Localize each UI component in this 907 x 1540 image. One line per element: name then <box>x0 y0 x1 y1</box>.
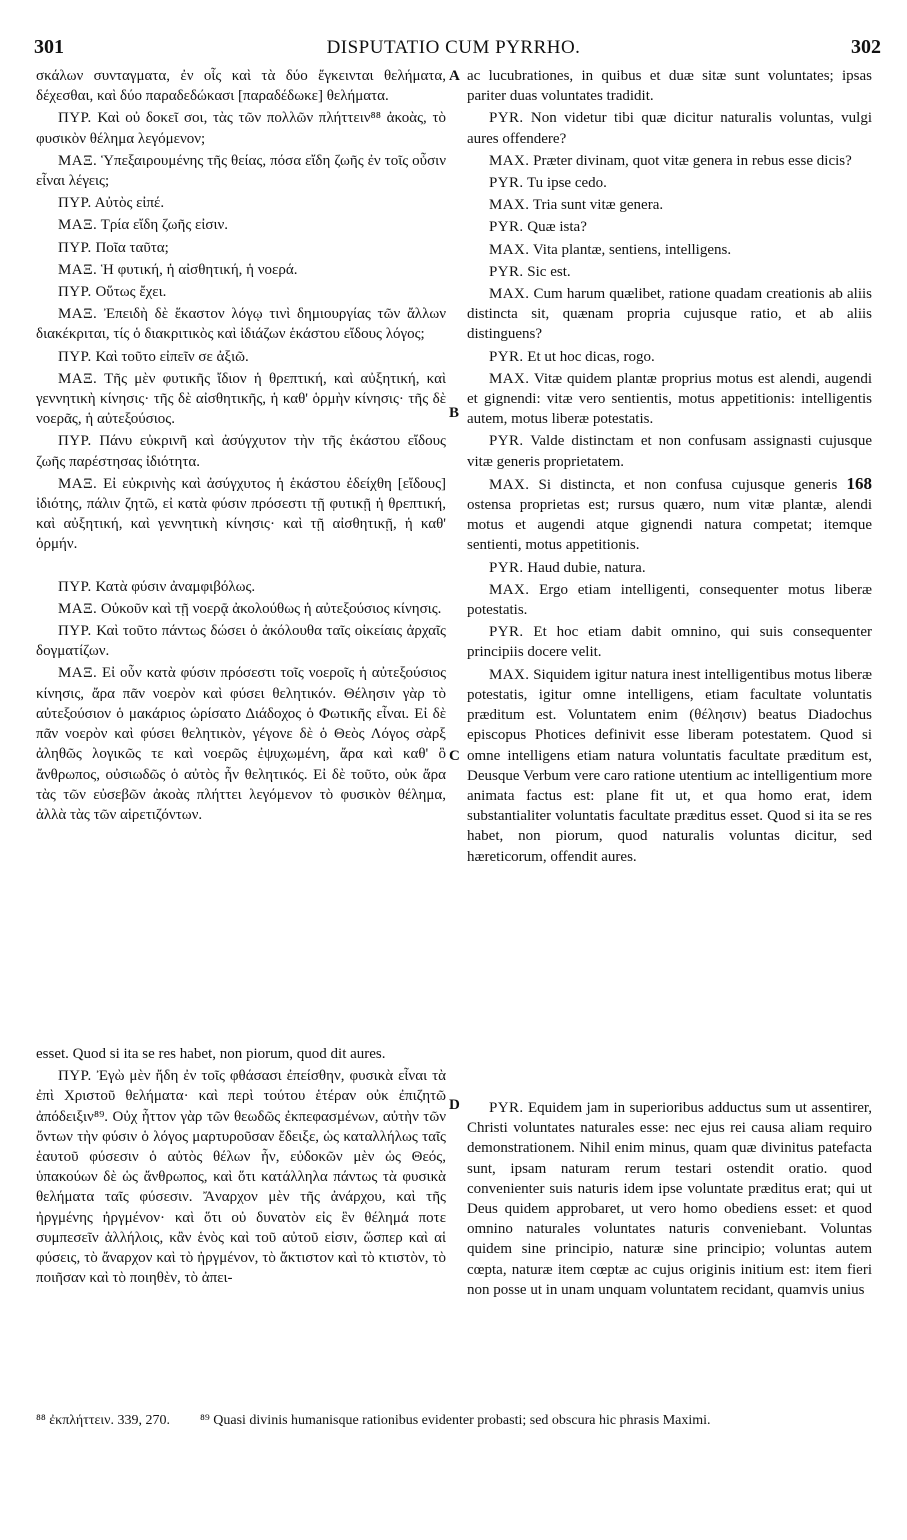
greek-paragraph: ΜΑΞ. Οὐκοῦν καὶ τῇ νοερᾷ ἀκολούθως ἡ αὐτεξούσιος κίνησις. <box>58 600 442 617</box>
speaker-label: PYR. <box>489 110 524 127</box>
latin-paragraph: PYR. Equidem jam in superioribus adductus sum ut assentirer, Christi voluntates naturales esse: nec ejus rei causa aliam requiro demonstrationem. Nihil enim minus, quam quæ divinitus patefacta sunt, ipsam naturam rerum testari ostendit oratio. quod convenienter suis naturis idem ipse voluntate præditus erat; qui ut Deus quidem approbaret, ut vero homo obediens esset: et quod omnino naturales voluntates naturis conveniebant. Voluntas quidem sine principio, naturæ sine principio; voluntas autem cœpta, naturæ item cœptæ ac cujus originis initium est: item fieri non posse ut in unam unquam voluntatem recidant, quamvis unius <box>467 1100 872 1298</box>
speaker-label: ΜΑΞ. <box>58 261 98 278</box>
latin-column <box>467 66 872 869</box>
speaker-label: ΠΥΡ. <box>58 195 92 212</box>
speaker-label: PYR. <box>489 348 524 365</box>
greek-paragraph: ΜΑΞ. Ἡ φυτική, ἡ αἰσθητική, ἡ νοερά. <box>58 261 298 278</box>
footnote-88: ⁸⁸ ἐκπλήττειν. 339, 270. <box>36 1413 170 1428</box>
speaker-label: ΠΥΡ. <box>58 348 92 365</box>
latin-paragraph: PYR. Sic est. <box>489 263 571 280</box>
speaker-label: ΜΑΞ. <box>58 217 98 234</box>
greek-paragraph: ΜΑΞ. Τρία εἴδη ζωῆς εἰσιν. <box>58 217 229 234</box>
running-title: DISPUTATIO CUM PYRRHO. <box>326 37 581 58</box>
speaker-label: ΜΑΞ. <box>58 370 98 387</box>
margin-marker-d: D <box>449 1097 460 1113</box>
greek-paragraph: ΠΥΡ. Πάνυ εὐκρινῆ καὶ ἀσύγχυτον τὴν τῆς ἑκάστου εἴδους ζωῆς παρέστησας ἰδιότητα. <box>36 433 446 470</box>
greek-paragraph: ΜΑΞ. Εἰ εὐκρινὴς καὶ ἀσύγχυτος ἡ ἑκάστου ἐδείχθη [εἴδους] ἰδιότης, πάλιν ζητῶ, εἰ κατὰ φύσιν πρόσεστι τῇ φυτικῇ ἡ θρεπτική, καὶ αὐξητική, καὶ γεννητικὴ κίνησις· καὶ τῇ αἰσθητικῇ, ἡ καθ' ὁρμήν. <box>36 475 447 553</box>
greek-paragraph: ΜΑΞ. Ἐπειδὴ δὲ ἕκαστον λόγῳ τινὶ δημιουργίας τῶν ἄλλων διακέκριται, τίς ὁ διακριτικὸς καὶ ἰδιάζων ἑκάστου εἴδους λόγος; <box>36 306 447 343</box>
speaker-label: PYR. <box>489 624 524 641</box>
speaker-label: ΠΥΡ. <box>58 623 92 640</box>
margin-marker-a: A <box>449 68 460 84</box>
greek-paragraph: ΜΑΞ. Τῆς μὲν φυτικῆς ἴδιον ἡ θρεπτική, καὶ αὐξητική, καὶ γεννητικὴ κίνησις· τῆς δὲ αἰσθητικῆς, ἡ καθ' ὁρμὴν κίνησις· τῆς δὲ νοερᾶς, ἡ αὐτεξούσιος. <box>36 370 446 428</box>
speaker-label: PYR. <box>489 175 524 192</box>
latin-paragraph: PYR. Quæ ista? <box>489 219 587 236</box>
margin-marker-b: B <box>449 405 460 421</box>
speaker-label: ΜΑΞ. <box>58 152 98 169</box>
greek-column <box>36 66 446 827</box>
speaker-label: ΜΑΞ. <box>58 665 98 682</box>
margin-marker-c: C <box>449 748 460 764</box>
greek-column-bottom <box>36 1044 446 1290</box>
greek-paragraph: ΠΥΡ. Αὐτὸς εἰπέ. <box>58 195 165 212</box>
left-page-number: 301 <box>34 36 64 58</box>
speaker-label: ΠΥΡ. <box>58 284 92 301</box>
latin-paragraph: PYR. Non videtur tibi quæ dicitur naturalis voluntas, vulgi aures offendere? <box>467 110 872 147</box>
greek-paragraph: ΠΥΡ. Ἐγὼ μὲν ἤδη ἐν τοῖς φθάσασι ἐπείσθην, φυσικὰ εἶναι τὰ ἐπὶ Χριστοῦ θελήματα· καὶ περὶ τούτου ἑτέραν οὐκ ἐπιζητῶ ἀπόδειξιν⁸⁹. Οὐχ ἧττον γὰρ τῶν θεωδῶς ἐκπεφασμένων, αὐτὴν τῶν ὄντων τὴν φύσιν ὁ λόγος μαρτυροῦσαν ἔδειξε, ὡς καταλλήλως ταῖς ἑαυτοῦ φύσεσιν ὁ αὐτὸς θέλων ἦν, εὐδοκῶν μὲν ὡς Θεός, ὑπακούων δὲ ὡς ἄνθρωπος, καὶ ὅτι κατάλληλα πάντως τὰ φυσικὰ θελήματα ταῖς φύσεσιν. Ἄναρχον μὲν τῆς ἀνάρχου, καὶ τῆς ἠργμένης ἠργμένον· καὶ ὅτι οὐ δυνατὸν εἰς ἓν θέλημά ποτε συμπεσεῖν ἀλλήλοις, κἂν ἑνὸς καὶ τοῦ αὐτοῦ εἰσιν, ὥσπερ καὶ αἱ φύσεις, τὸ ἄναρχον καὶ τὸ ἠργμένον, τὸ ἄκτιστον καὶ τὸ κτιστὸν, τὸ ποιῆσαν καὶ τὸ ποιηθὲν, τὸ ἀπει- <box>36 1068 446 1287</box>
speaker-label: PYR. <box>489 433 524 450</box>
speaker-label: MAX. <box>489 476 530 493</box>
column-number: 168 <box>846 473 873 493</box>
latin-paragraph: MAX. Vita plantæ, sentiens, intelligens. <box>489 241 732 258</box>
speaker-label: PYR. <box>489 219 524 236</box>
greek-paragraph: ΜΑΞ. Εἰ οὖν κατὰ φύσιν πρόσεστι τοῖς νοεροῖς ἡ αὐτεξούσιος κίνησις, ἄρα πᾶν νοερὸν καὶ φύσει θελητικόν. Θέλησιν γὰρ τὸ αὐτεξούσιον ὁ μακάριος ὡρίσατο Διάδοχος ὁ Φωτικῆς εἶναι. Εἰ δὲ πᾶν νοερὸν καὶ φύσει θελητικὸν, γέγονε δὲ ὁ Θεὸς Λόγος σὰρξ ἀληθῶς λογικῶς τε καὶ νοερῶς ἐψυχωμένη, ἄρα καὶ καθ' ὃ ἄνθρωπος, οὐσιωδῶς ὁ αὐτὸς ἦν θελητικός. Εἰ δὲ τοῦτο, οὐκ ἄρα τὰς τῶν εὐσεβῶν ἀκοὰς πλήττει λεγόμενον τὸ φυσικὸν θέλημα, ἀλλὰ τὰς τῶν αἱρετιζόντων. <box>36 665 447 823</box>
speaker-label: ΜΑΞ. <box>58 475 98 492</box>
greek-paragraph: ΠΥΡ. Καὶ οὐ δοκεῖ σοι, τὰς τῶν πολλῶν πλήττειν⁸⁸ ἀκοὰς, τὸ φυσικὸν θέλημα λεγόμενον; <box>36 110 446 147</box>
greek-paragraph: ΠΥΡ. Ποῖα ταῦτα; <box>58 239 169 256</box>
latin-paragraph: MAX. Vitæ quidem plantæ proprius motus est alendi, augendi et gignendi: vitæ vero sentientis, motus appetitionis: intelligentis autem, motus liberæ potestatis. <box>467 370 873 428</box>
latin-column-bottom <box>467 1098 872 1302</box>
footnote-89: ⁸⁹ Quasi divinis humanisque rationibus evidenter probasti; sed obscura hic phrasis Maximi. <box>199 1413 711 1428</box>
speaker-label: PYR. <box>489 559 524 576</box>
latin-paragraph: MAX. Cum harum quælibet, ratione quadam creationis ab aliis distincta sit, quænam propria cujusque ratio, et ab aliis distinguens? <box>467 286 873 343</box>
latin-paragraph: MAX. Si distincta, et non confusa cujusque generis 168 ostensa proprietas est; rursus quæro, num vitæ plantæ, alendi motus et augendi atque gignendi natura competat; itemque sentienti, motus appetitionis. <box>467 473 873 554</box>
speaker-label: ΠΥΡ. <box>58 239 92 256</box>
speaker-label: MAX. <box>489 286 530 303</box>
latin-paragraph: ac lucubrationes, in quibus et duæ sitæ sunt voluntates; ipsas pariter duas voluntates tradidit. <box>467 68 872 105</box>
right-page-number: 302 <box>851 36 881 58</box>
greek-paragraph: ΠΥΡ. Οὕτως ἔχει. <box>58 284 167 301</box>
speaker-label: ΠΥΡ. <box>58 578 92 595</box>
speaker-label: MAX. <box>489 241 530 258</box>
greek-paragraph: ΜΑΞ. Ὑπεξαιρουμένης τῆς θείας, πόσα εἴδη ζωῆς ἐν τοῖς οὖσιν εἶναι λέγεις; <box>36 152 446 190</box>
speaker-label: MAX. <box>489 197 530 214</box>
speaker-label: MAX. <box>489 152 530 169</box>
latin-paragraph: PYR. Et hoc etiam dabit omnino, qui suis consequenter principiis docere velit. <box>467 624 873 661</box>
latin-paragraph: PYR. Tu ipse cedo. <box>489 175 607 192</box>
greek-paragraph: ΠΥΡ. Καὶ τοῦτο εἰπεῖν σε ἀξιῶ. <box>58 348 249 365</box>
speaker-label: ΠΥΡ. <box>58 110 92 127</box>
greek-paragraph: ΠΥΡ. Κατὰ φύσιν ἀναμφιβόλως. <box>58 578 256 595</box>
greek-paragraph: ΠΥΡ. Καὶ τοῦτο πάντως δώσει ὁ ἀκόλουθα ταῖς οἰκείαις ἀρχαῖς δογματίζων. <box>36 623 447 660</box>
speaker-label: ΜΑΞ. <box>58 600 98 617</box>
speaker-label: PYR. <box>489 263 524 280</box>
speaker-label: MAX. <box>489 581 530 598</box>
latin-paragraph: PYR. Valde distinctam et non confusam assignasti cujusque vitæ generis proprietatem. <box>467 433 872 470</box>
speaker-label: MAX. <box>489 370 530 387</box>
latin-paragraph: MAX. Præter divinam, quot vitæ genera in rebus esse dicis? <box>489 152 852 169</box>
latin-paragraph: MAX. Ergo etiam intelligenti, consequenter motus liberæ potestatis. <box>467 581 872 619</box>
speaker-label: ΜΑΞ. <box>58 306 98 323</box>
speaker-label: ΠΥΡ. <box>58 433 92 450</box>
latin-spill-line: esset. Quod si ita se res habet, non piorum, quod dit aures. <box>36 1046 386 1062</box>
latin-paragraph: MAX. Siquidem igitur natura inest intelligentibus motus liberæ potestatis, igitur omne intelligens, etiam facultate voluntatis præditum est. Voluntatem enim (θέλησιν) beatus Diadochus episcopus Photices definivit esse liberam potestatem. Quod si omne intelligens etiam natura voluntatis facultate præditum est, Deusque Verbum vere caro ratione utentium ac intelligentium more animata factus est: plane fit ut, et qua homo erat, idem substantialiter voluntatis facultate præditus esset. Quod si ita se res habet, non piorum, quod naturalis voluntas dicitur, sed hæreticorum, offendit aures. <box>467 666 872 865</box>
speaker-label: PYR. <box>489 1100 524 1116</box>
greek-paragraph: σκάλων συνταγματα, ἐν οἷς καὶ τὰ δύο ἔγκεινται θελήματα, δέχεσθαι, καὶ δύο παραδεδώκασι [παραδέδωκε] θελήματα. <box>36 68 446 105</box>
speaker-label: ΠΥΡ. <box>58 1068 92 1085</box>
latin-paragraph: PYR. Et ut hoc dicas, rogo. <box>489 348 655 365</box>
latin-paragraph: MAX. Tria sunt vitæ genera. <box>489 197 664 214</box>
footnotes <box>36 1412 876 1430</box>
page-header <box>0 36 907 64</box>
paragraph-gap <box>36 557 446 577</box>
speaker-label: MAX. <box>489 666 530 683</box>
latin-paragraph: PYR. Haud dubie, natura. <box>489 559 646 576</box>
